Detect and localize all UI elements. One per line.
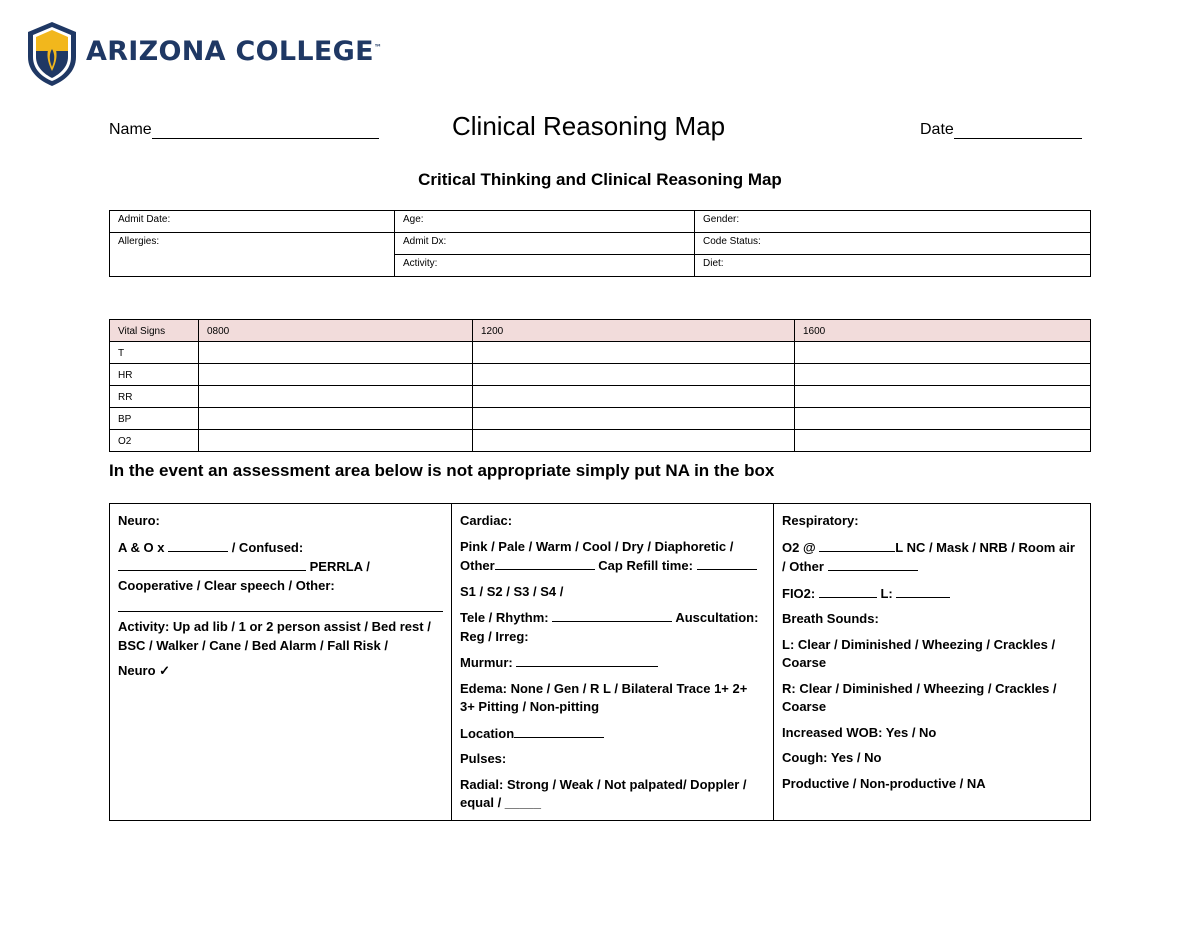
vitals-cell[interactable] xyxy=(473,364,795,386)
diet-cell[interactable]: Diet: xyxy=(695,255,1091,277)
vitals-label-hr: HR xyxy=(110,364,199,386)
neuro-activity: Activity: Up ad lib / 1 or 2 person assist / Bed rest / BSC / Walker / Cane / Bed Alarm / Fall Risk / xyxy=(118,619,431,653)
radial-label: Radial: Strong / Weak / Not palpated/ Doppler / equal / xyxy=(460,776,747,810)
neuro-title: Neuro: xyxy=(118,513,160,528)
vitals-cell[interactable] xyxy=(473,430,795,452)
rhythm-blank[interactable] xyxy=(552,608,672,622)
vitals-row-t xyxy=(110,342,1091,364)
increased-wob: Increased WOB: Yes / No xyxy=(782,724,937,740)
respiratory-o2 xyxy=(782,538,1082,577)
fio2-label: FIO2: xyxy=(782,585,819,601)
perrla-label: PERRLA / xyxy=(306,559,370,574)
admit-date-cell[interactable]: Admit Date: xyxy=(110,211,395,233)
cardiac-skin xyxy=(460,538,765,576)
location-blank[interactable] xyxy=(514,724,604,738)
cooperative-label: Cooperative / Clear speech / Other: xyxy=(118,577,335,593)
vitals-cell[interactable] xyxy=(199,408,473,430)
vitals-cell[interactable] xyxy=(199,342,473,364)
allergies-cell[interactable]: Allergies: xyxy=(110,233,395,277)
o2-other-blank[interactable] xyxy=(828,557,918,571)
vitals-cell[interactable] xyxy=(199,430,473,452)
page-title: Clinical Reasoning Map xyxy=(452,111,726,141)
activity-cell[interactable]: Activity: xyxy=(395,255,695,277)
cardiac-section[interactable] xyxy=(452,504,774,821)
vitals-label-t: T xyxy=(110,342,199,364)
cardiac-title: Cardiac: xyxy=(460,513,513,528)
neuro-section[interactable] xyxy=(110,504,452,821)
vitals-cell[interactable] xyxy=(199,364,473,386)
admit-info-table xyxy=(109,210,1091,277)
aox-blank[interactable] xyxy=(168,538,228,552)
respiratory-fio2 xyxy=(782,584,1082,604)
vitals-header-1200: 1200 xyxy=(473,320,795,342)
instruction-text: In the event an assessment area below is not appropriate simply put NA in the box xyxy=(109,461,775,480)
vitals-row-rr xyxy=(110,386,1091,408)
assessment-table xyxy=(109,503,1091,821)
other-blank[interactable] xyxy=(118,595,443,612)
cap-refill-blank[interactable] xyxy=(697,556,757,570)
vitals-header-row xyxy=(110,320,1091,342)
date-blank[interactable] xyxy=(954,122,1082,139)
logo-text: ARIZONA COLLEGE xyxy=(86,36,374,67)
radial-blank[interactable]: _____ xyxy=(504,795,541,810)
age-cell[interactable]: Age: xyxy=(395,211,695,233)
neuro-aox xyxy=(118,538,443,596)
vitals-cell[interactable] xyxy=(795,342,1091,364)
name-blank[interactable] xyxy=(152,122,379,139)
shield-logo-icon xyxy=(26,21,78,87)
cardiac-location xyxy=(460,724,765,744)
vitals-label-bp: BP xyxy=(110,408,199,430)
vitals-header-label: Vital Signs xyxy=(110,320,199,342)
cardiac-pulses: Pulses: xyxy=(460,751,507,766)
skin-other-blank[interactable] xyxy=(495,556,595,570)
respiratory-title: Respiratory: xyxy=(782,513,859,528)
vitals-row-o2 xyxy=(110,430,1091,452)
cough: Cough: Yes / No xyxy=(782,750,882,765)
gender-cell[interactable]: Gender: xyxy=(695,211,1091,233)
auscultation-label: Auscultation: Reg / Irreg: xyxy=(460,610,759,644)
vitals-row-hr xyxy=(110,364,1091,386)
murmur-blank[interactable] xyxy=(516,653,658,667)
vitals-label-o2: O2 xyxy=(110,430,199,452)
vitals-label-rr: RR xyxy=(110,386,199,408)
breath-sounds: Breath Sounds: xyxy=(782,611,879,626)
liters-label: L: xyxy=(876,585,897,601)
o2-device-label: L NC / Mask / NRB / Room air / Other xyxy=(782,539,1075,574)
skin-label: Pink / Pale / Warm / Cool / Dry / Diaphoretic / Other xyxy=(460,538,734,573)
arizona-college-logo xyxy=(26,21,386,87)
admit-dx-cell[interactable]: Admit Dx: xyxy=(395,233,695,255)
vitals-cell[interactable] xyxy=(473,408,795,430)
tele-label: Tele / Rhythm: xyxy=(460,610,553,625)
cardiac-murmur xyxy=(460,653,765,673)
vitals-cell[interactable] xyxy=(795,364,1091,386)
cardiac-tele xyxy=(460,608,765,646)
vitals-cell[interactable] xyxy=(199,386,473,408)
code-status-cell[interactable]: Code Status: xyxy=(695,233,1091,255)
date-label: Date xyxy=(920,121,954,138)
breath-left: L: Clear / Diminished / Wheezing / Crackles / Coarse xyxy=(782,636,1056,670)
murmur-label: Murmur: xyxy=(460,655,517,670)
date-field[interactable] xyxy=(920,121,1082,139)
aox-label: A & O x xyxy=(118,539,169,555)
vitals-cell[interactable] xyxy=(795,386,1091,408)
perrla-blank[interactable] xyxy=(118,557,306,571)
cardiac-radial xyxy=(460,776,765,813)
vitals-cell[interactable] xyxy=(473,386,795,408)
name-field[interactable] xyxy=(109,121,379,139)
subtitle: Critical Thinking and Clinical Reasoning Map xyxy=(418,170,782,189)
confused-label: / Confused: xyxy=(228,539,304,555)
cap-refill-label: Cap Refill time: xyxy=(594,558,697,573)
vitals-cell[interactable] xyxy=(795,430,1091,452)
o2-rate-blank[interactable] xyxy=(819,538,895,552)
location-label: Location xyxy=(460,725,515,741)
heart-sounds: S1 / S2 / S3 / S4 / xyxy=(460,583,564,599)
respiratory-section[interactable] xyxy=(774,504,1091,821)
fio2-blank[interactable] xyxy=(819,584,877,598)
name-label: Name xyxy=(109,121,152,138)
vitals-header-1600: 1600 xyxy=(795,320,1091,342)
vitals-header-0800: 0800 xyxy=(199,320,473,342)
trademark-mark: ™ xyxy=(373,43,383,52)
vitals-cell[interactable] xyxy=(795,408,1091,430)
cardiac-edema: Edema: None / Gen / R L / Bilateral Trace 1+ 2+ 3+ Pitting / Non-pitting xyxy=(460,680,748,714)
vitals-row-bp xyxy=(110,408,1091,430)
vitals-cell[interactable] xyxy=(473,342,795,364)
o2-label: O2 @ xyxy=(782,539,820,555)
breath-right: R: Clear / Diminished / Wheezing / Crackles / Coarse xyxy=(782,680,1057,714)
vital-signs-table xyxy=(109,319,1091,452)
productive: Productive / Non-productive / NA xyxy=(782,775,986,791)
neuro-check: Neuro ✓ xyxy=(118,663,171,678)
liters-blank[interactable] xyxy=(896,584,950,598)
